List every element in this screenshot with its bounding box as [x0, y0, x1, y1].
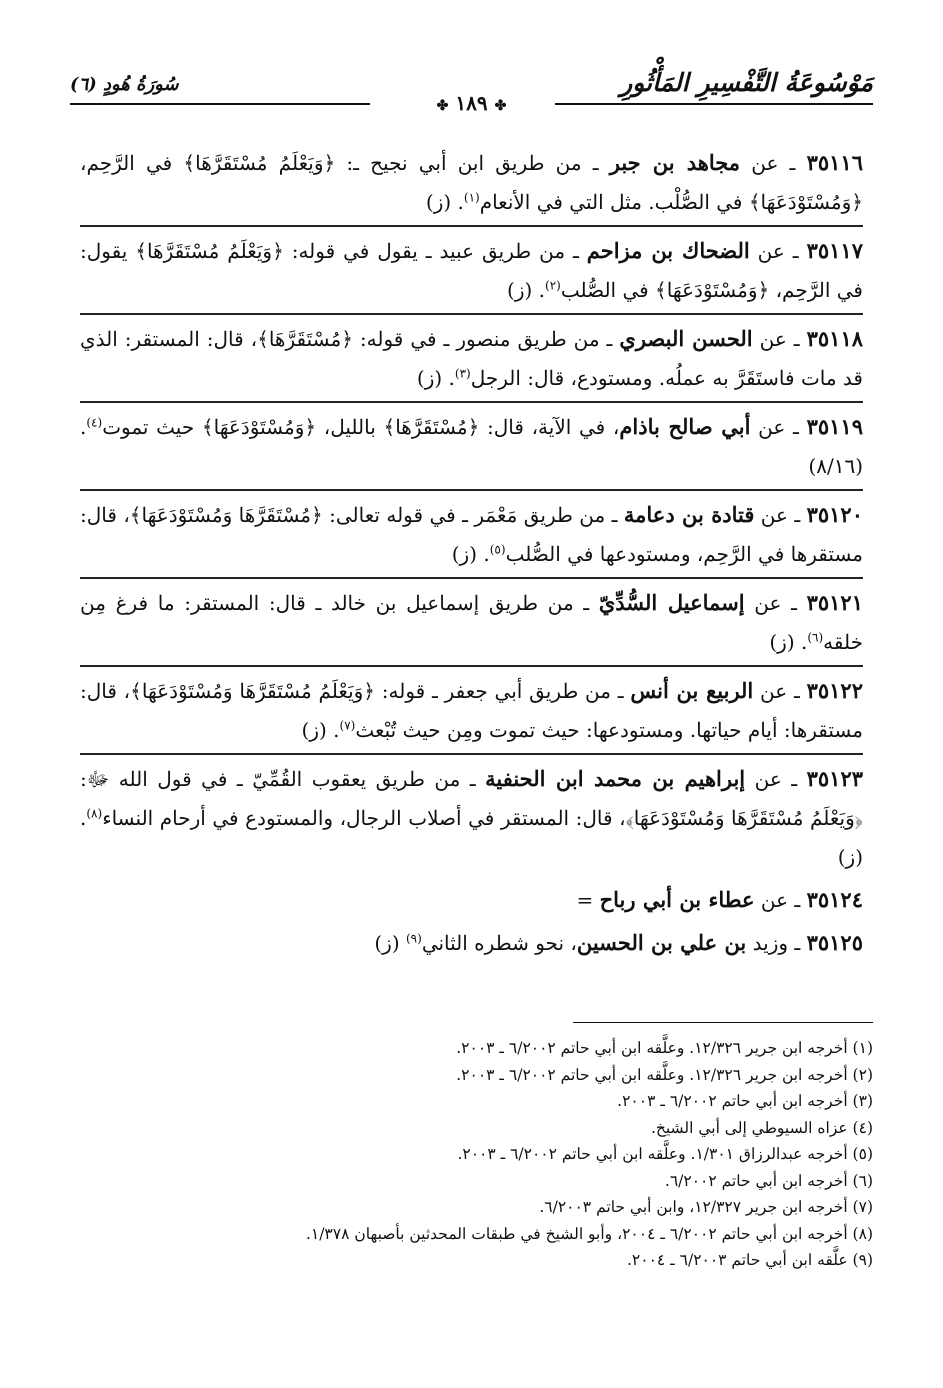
surah-label: سُورَةُ هُودٍ (٦) — [70, 74, 179, 95]
entry-text: ـ من طريق إسماعيل بن خالد ـ قال: المستقر: ما فرغ مِن خلقه — [80, 591, 863, 654]
entry-prefix: ـ عن — [754, 888, 807, 912]
entry-end: . (ز) — [451, 542, 490, 566]
entry-number: ٣٥١١٦ — [806, 150, 863, 175]
entry-number: ٣٥١٢٠ — [806, 502, 863, 527]
footnote: (٦) أخرجه ابن أبي حاتم ٦/٢٠٠٢. — [664, 1171, 873, 1190]
main-text — [80, 143, 863, 966]
entry-number: ٣٥١١٨ — [806, 326, 864, 351]
footnotes — [70, 1035, 873, 1274]
footnote: (٣) أخرجه ابن أبي حاتم ٦/٢٠٠٢ ـ ٢٠٠٣. — [617, 1092, 873, 1110]
entry-text: ـ من طريق عبيد ـ يقول في قوله: ﴿وَيَعْلَمُ مُسْتَقَرَّهَا﴾ يقول: في الرَّحِم، ﴿وَمُسْتَوْدَعَهَا﴾ في الصُّلب — [80, 239, 863, 302]
narrator-name: بن علي بن الحسين — [576, 930, 747, 955]
narrator-name: الحسن البصري — [619, 326, 753, 351]
narration-entry — [80, 401, 863, 489]
entry-end: . (ز) — [80, 806, 863, 869]
narration-entry — [80, 313, 863, 401]
ornament-icon: ✤ — [494, 98, 507, 114]
entry-text: ـ من طريق يعقوب القُمِّيّ ـ في قول الله ﷻ: ﴿وَيَعْلَمُ مُسْتَقَرَّهَا وَمُسْتَوْدَعَهَا﴾، قال: المستقر في أصلاب الرجال، والمستودع في أرحام النساء — [80, 767, 863, 830]
narration-entry — [80, 577, 863, 665]
entry-end: . (ز) — [416, 366, 455, 390]
narration-entry — [80, 753, 863, 880]
footnote: (٥) أخرجه عبدالرزاق ١/٣٠١. وعلَّقه ابن أبي حاتم ٦/٢٠٠٢ ـ ٢٠٠٣. — [457, 1145, 873, 1163]
narrator-name: الضحاك بن مزاحم — [586, 238, 750, 263]
footnote: (٢) أخرجه ابن جرير ١٢/٣٢٦. وعلَّقه ابن أبي حاتم ٦/٢٠٠٢ ـ ٢٠٠٣. — [456, 1065, 873, 1084]
narrator-name: إسماعيل السُّدِّيّ — [598, 590, 745, 615]
footnote-ref: (٥) — [489, 542, 506, 557]
entry-text: ـ من طريق ابن أبي نجيح ـ: ﴿وَيَعْلَمُ مُسْتَقَرَّهَا﴾ في الرَّحِم، ﴿وَمُسْتَوْدَعَهَا﴾ في الصُّلْب. مثل التي في الأنعام — [80, 151, 863, 214]
entry-number: ٣٥١٢٤ — [806, 887, 863, 912]
entry-prefix: ـ عن — [754, 503, 807, 527]
footnote-ref: (٢) — [545, 278, 561, 293]
entry-number: ٣٥١١٩ — [806, 414, 863, 439]
narrator-name: إبراهيم بن محمد ابن الحنفية — [485, 766, 746, 791]
entry-number: ٣٥١٢٢ — [806, 678, 863, 703]
entry-prefix: ـ عن — [752, 327, 807, 351]
narration-entry — [80, 489, 863, 577]
narration-entry — [80, 225, 863, 313]
entry-prefix: ـ عن — [753, 679, 807, 703]
entry-prefix: ـ عن — [740, 151, 807, 175]
footnote: (٧) أخرجه ابن جرير ١٢/٣٢٧، وابن أبي حاتم ٦/٢٠٠٣. — [539, 1198, 873, 1216]
footnote: (٩) علَّقه ابن أبي حاتم ٦/٢٠٠٣ ـ ٢٠٠٤. — [626, 1251, 873, 1269]
entry-end: . (ز) — [769, 630, 808, 654]
narration-entry — [80, 143, 863, 225]
footnote-ref: (٩) — [405, 931, 422, 946]
page-header — [70, 60, 873, 120]
narration-entry — [80, 923, 863, 966]
narrator-name: أبي صالح باذام — [619, 414, 751, 439]
entry-end: . (٨/١٦) — [80, 415, 863, 478]
footnote: (٨) أخرجه ابن أبي حاتم ٦/٢٠٠٢ ـ ٢٠٠٤، وأبو الشيخ في طبقات المحدثين بأصبهان ١/٣٧٨. — [305, 1224, 873, 1243]
entry-text: ، في الآية، قال: ﴿مُسْتَقَرَّهَا﴾ بالليل، ﴿وَمُسْتَوْدَعَهَا﴾ حيث تموت — [102, 415, 620, 439]
entry-prefix: ـ عن — [750, 415, 807, 439]
entry-number: ٣٥١٢٣ — [806, 766, 864, 791]
footnote-ref: (٣) — [454, 366, 471, 381]
ornament-icon: ✤ — [436, 98, 449, 114]
entry-end: . (ز) — [425, 190, 464, 214]
entry-prefix: ـ وزيد — [746, 931, 807, 955]
footnote-ref: (٨) — [86, 806, 103, 821]
footnote: (٤) عزاه السيوطي إلى أبي الشيخ. — [650, 1118, 873, 1137]
narrator-name: مجاهد بن جبر — [609, 150, 741, 175]
footnote-ref: (١) — [463, 190, 480, 205]
narrator-name: عطاء بن أبي رباح — [599, 887, 755, 912]
page-number: ١٨٩ — [455, 91, 488, 115]
footnote-ref: (٦) — [807, 630, 824, 645]
narration-entry — [80, 665, 863, 753]
narrator-name: قتادة بن دعامة — [623, 502, 755, 527]
narrator-name: الربيع بن أنس — [630, 678, 754, 703]
footnote-ref: (٤) — [86, 415, 103, 430]
entry-text: ـ من طريق أبي جعفر ـ قوله: ﴿وَيَعْلَمُ مُسْتَقَرَّهَا وَمُسْتَوْدَعَهَا﴾، قال: مستقرها: أيام حياتها. ومستودعها: حيث تموت ومِن حيث تُبْعث — [80, 679, 863, 742]
entry-number: ٣٥١٢٥ — [806, 930, 863, 955]
book-title: مَوْسُوعَةُ التَّفْسِيرِ المَأْثُورِ — [620, 68, 873, 97]
entry-text: ـ من طريق منصور ـ في قوله: ﴿مُسْتَقَرَّهَا﴾، قال: المستقر: الذي قد مات فاستَقَرَّ به عملُه. ومستودع، قال: الرجل — [80, 327, 863, 390]
entry-end: (ز) — [374, 931, 406, 955]
entry-end: . (ز) — [507, 278, 546, 302]
page-number-box — [429, 91, 515, 115]
entry-text: ـ من طريق مَعْمَر ـ في قوله تعالى: ﴿مُسْتَقَرَّهَا وَمُسْتَوْدَعَهَا﴾، قال: مستقرها في الرَّحِم، ومستودعها في الصُّلب — [80, 503, 863, 566]
entry-text: ، نحو شطره الثاني — [421, 931, 577, 955]
entry-number: ٣٥١١٧ — [806, 238, 863, 263]
entry-text: = — [576, 888, 600, 912]
entry-end: . (ز) — [301, 718, 340, 742]
entry-prefix: ـ عن — [749, 239, 807, 263]
footnote: (١) أخرجه ابن جرير ١٢/٣٢٦. وعلَّقه ابن أبي حاتم ٦/٢٠٠٢ ـ ٢٠٠٣. — [456, 1039, 873, 1057]
footnote-ref: (٧) — [339, 718, 356, 733]
entry-number: ٣٥١٢١ — [806, 590, 863, 615]
entry-prefix: ـ عن — [745, 767, 807, 791]
narration-entry — [80, 880, 863, 923]
entry-prefix: ـ عن — [744, 591, 807, 615]
footnote-separator — [573, 1022, 873, 1023]
